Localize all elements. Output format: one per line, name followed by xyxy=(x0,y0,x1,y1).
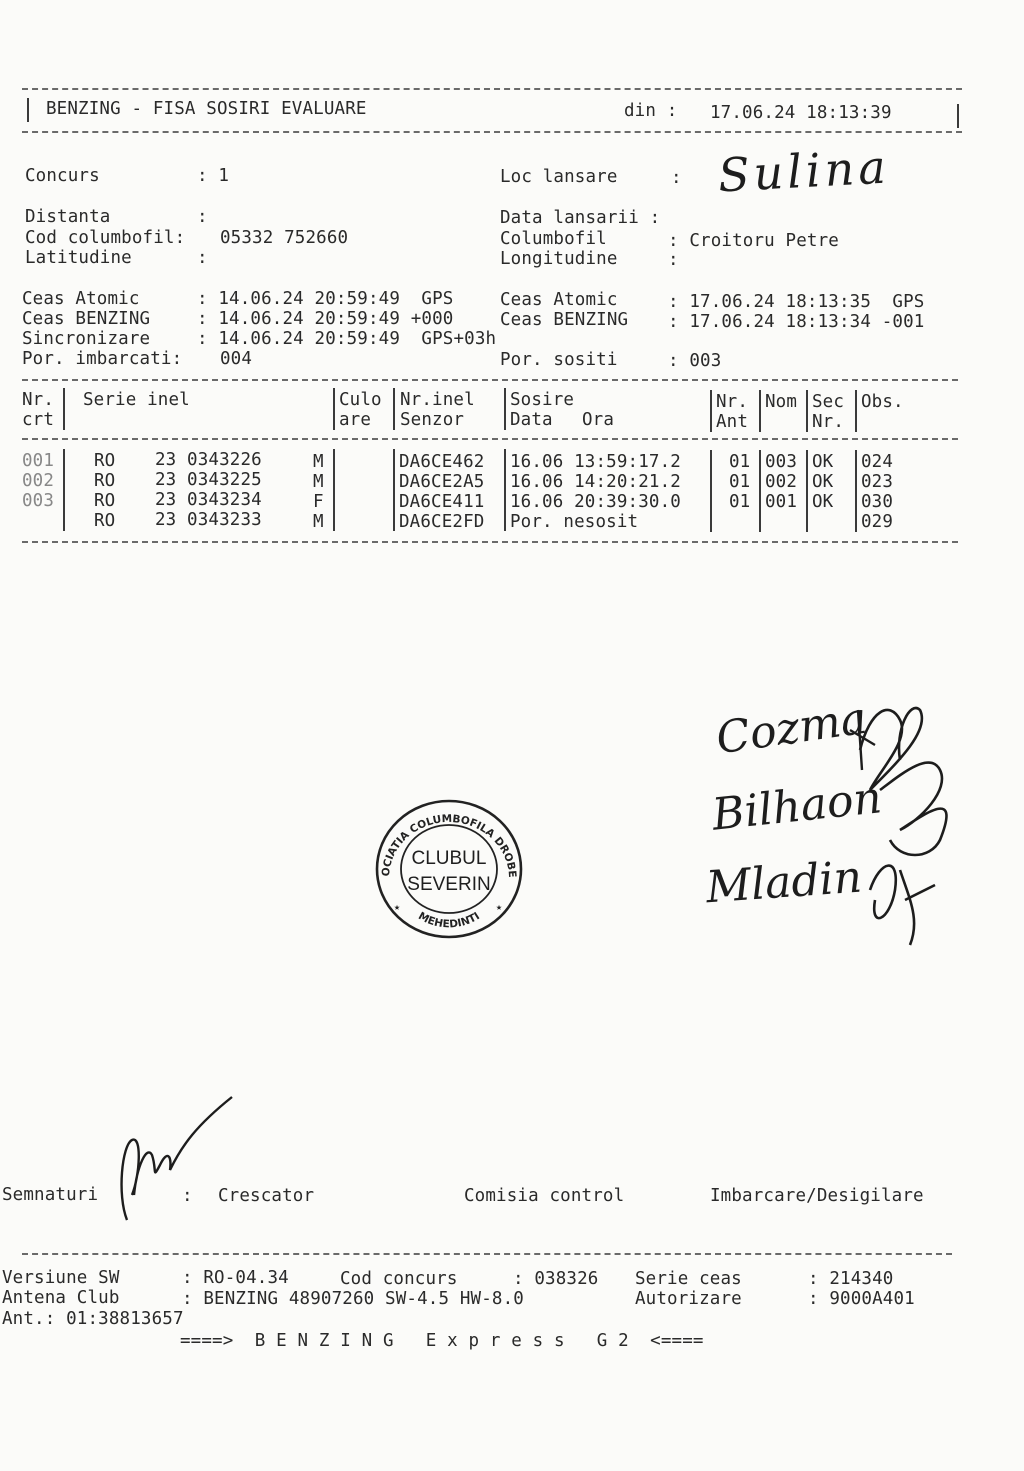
col-nr-ant-header-1: Nr. xyxy=(716,392,749,412)
row-obs: 030 xyxy=(861,492,894,512)
header-left-bar xyxy=(27,98,29,122)
row-ant: 01 xyxy=(729,452,751,472)
row-sex: M xyxy=(313,452,324,472)
row-ant: 01 xyxy=(729,492,751,512)
row-sec: OK xyxy=(812,452,834,472)
longitudine-value: : xyxy=(668,250,679,270)
row-country: RO xyxy=(94,511,116,531)
stamp-star-left: ★ xyxy=(394,902,401,913)
row-nr: 003 xyxy=(22,491,55,511)
stamp-ring-bottom-text: MEHEDINTI xyxy=(416,910,482,931)
stamp-star-right: ★ xyxy=(496,902,503,913)
data-lansarii-label: Data lansarii : xyxy=(500,208,661,228)
cod-columbofil-label: Cod columbofil: xyxy=(25,228,186,248)
row-arrival: Por. nesosit xyxy=(510,512,639,532)
semnatura-comisia: Comisia control xyxy=(464,1186,625,1206)
benzing-express-banner: ====> B E N Z I N G E x p r e s s G 2 <==== xyxy=(180,1331,704,1351)
col-data-header: Data xyxy=(510,410,553,430)
row-nom: 002 xyxy=(765,472,798,492)
clock-atomic-start-label: Ceas Atomic xyxy=(22,289,140,309)
row-nr: 002 xyxy=(22,471,55,491)
antena-value: : BENZING 48907260 SW-4.5 HW-8.0 xyxy=(182,1289,524,1309)
row-nr: 001 xyxy=(22,451,55,471)
body-sep-7 xyxy=(806,450,808,532)
row-ring: 23 0343233 xyxy=(155,510,262,530)
col-culoare-header-1: Culo xyxy=(339,390,382,410)
cod-concurs-label: Cod concurs xyxy=(340,1269,458,1289)
handwritten-name-cozma: Cozma xyxy=(713,692,871,765)
clock-benzing-start-label: Ceas BENZING xyxy=(22,309,151,329)
table-bottom-rule xyxy=(22,541,958,543)
clock-benzing-end-value: : 17.06.24 18:13:34 -001 xyxy=(668,312,925,332)
row-nom: 001 xyxy=(765,492,798,512)
imbarcati-label: Por. imbarcati: xyxy=(22,349,183,369)
row-arrival: 16.06 13:59:17.2 xyxy=(510,452,681,472)
row-ring: 23 0343225 xyxy=(155,470,262,490)
header-sep-8 xyxy=(855,390,857,432)
commission-initials-signatures xyxy=(840,690,980,950)
header-date: 17.06.24 18:13:39 xyxy=(710,103,892,123)
col-nr-crt-header-2: crt xyxy=(22,410,55,430)
col-nr-inel-header-1: Nr.inel xyxy=(400,390,475,410)
header-sep-3 xyxy=(393,388,395,430)
semnaturi-colon: : xyxy=(182,1186,193,1206)
columbofil-value: : Croitoru Petre xyxy=(668,231,839,251)
row-nom: 003 xyxy=(765,452,798,472)
sincronizare-label: Sincronizare xyxy=(22,329,151,349)
body-sep-2 xyxy=(333,449,335,531)
row-sensor: DA6CE2FD xyxy=(399,512,485,532)
latitudine-value: : xyxy=(197,248,208,268)
row-country: RO xyxy=(94,451,116,471)
sositi-value: : 003 xyxy=(668,351,722,371)
stamp-ring-top-text: ASOCIATIA COLUMBOFILA DROBETA xyxy=(369,789,519,879)
semnaturi-label: Semnaturi xyxy=(2,1185,99,1205)
row-sensor: DA6CE462 xyxy=(399,452,485,472)
cod-columbofil-value: 05332 752660 xyxy=(220,228,349,248)
row-sec: OK xyxy=(812,492,834,512)
row-sex: M xyxy=(313,512,324,532)
row-obs: 023 xyxy=(861,472,894,492)
clock-benzing-end-label: Ceas BENZING xyxy=(500,310,629,330)
row-sex: M xyxy=(313,472,324,492)
row-sensor: DA6CE411 xyxy=(399,492,485,512)
clock-atomic-end-value: : 17.06.24 18:13:35 GPS xyxy=(668,292,925,312)
body-sep-8 xyxy=(855,450,857,532)
club-stamp xyxy=(369,789,524,940)
latitudine-label: Latitudine xyxy=(25,248,132,268)
header-sep-2 xyxy=(333,388,335,430)
footer-rule xyxy=(22,1253,952,1255)
clock-atomic-start-value: : 14.06.24 20:59:49 GPS xyxy=(197,289,454,309)
body-sep-3 xyxy=(393,449,395,531)
col-nr-inel-header-2: Senzor xyxy=(400,410,465,430)
row-arrival: 16.06 14:20:21.2 xyxy=(510,472,681,492)
col-serie-inel-header: Serie inel xyxy=(83,390,190,410)
header-sep-6 xyxy=(759,390,761,432)
loc-lansare-label: Loc lansare xyxy=(500,167,618,187)
body-sep-5 xyxy=(710,450,712,532)
row-obs: 029 xyxy=(861,512,894,532)
body-sep-1 xyxy=(63,449,65,531)
sincronizare-value: : 14.06.24 20:59:49 GPS+03h xyxy=(197,329,497,349)
loc-lansare-colon: : xyxy=(671,168,682,188)
document-title: BENZING - FISA SOSIRI EVALUARE xyxy=(46,99,367,119)
columbofil-label: Columbofil xyxy=(500,229,607,249)
distanta-value: : xyxy=(197,207,208,227)
row-obs: 024 xyxy=(861,452,894,472)
header-sep-4 xyxy=(504,388,506,430)
sositi-label: Por. sositi xyxy=(500,350,618,370)
col-obs-header: Obs. xyxy=(861,392,904,412)
stamp-line-1: CLUBUL xyxy=(411,848,487,869)
antena-id-line: Ant.: 01:38813657 xyxy=(2,1309,184,1329)
serie-ceas-label: Serie ceas xyxy=(635,1269,742,1289)
col-nr-ant-header-2: Ant xyxy=(716,412,749,432)
header-top-rule xyxy=(22,88,962,90)
clock-benzing-start-value: : 14.06.24 20:59:49 +000 xyxy=(197,309,454,329)
col-ora-header: Ora xyxy=(582,410,615,430)
row-ring: 23 0343226 xyxy=(155,450,262,470)
versiune-label: Versiune SW xyxy=(2,1268,120,1288)
handwritten-name-mladin: Mladin xyxy=(704,851,864,914)
row-country: RO xyxy=(94,491,116,511)
row-ring: 23 0343234 xyxy=(155,490,262,510)
semnatura-imbarcare: Imbarcare/Desigilare xyxy=(710,1186,924,1206)
header-sep-7 xyxy=(806,390,808,432)
header-sep-5 xyxy=(710,390,712,432)
stamp-line-2: SEVERIN xyxy=(407,874,491,895)
header-right-bar xyxy=(957,104,959,128)
row-sensor: DA6CE2A5 xyxy=(399,472,485,492)
body-sep-6 xyxy=(759,450,761,532)
header-sep-1 xyxy=(63,388,65,430)
cod-concurs-value: : 038326 xyxy=(513,1269,599,1289)
row-country: RO xyxy=(94,471,116,491)
col-sec-header-1: Sec xyxy=(812,392,845,412)
col-sec-header-2: Nr. xyxy=(812,412,845,432)
distanta-label: Distanta xyxy=(25,207,111,227)
handwritten-name-bilhaon: Bilhaon xyxy=(709,772,885,841)
row-sex: F xyxy=(313,492,324,512)
concurs-label: Concurs xyxy=(25,166,100,186)
autorizare-value: : 9000A401 xyxy=(808,1289,915,1309)
row-ant: 01 xyxy=(729,472,751,492)
col-nr-crt-header-1: Nr. xyxy=(22,390,55,410)
body-sep-4 xyxy=(504,449,506,531)
semnatura-crescator: Crescator xyxy=(218,1186,315,1206)
col-nom-header: Nom xyxy=(765,392,798,412)
antena-label: Antena Club xyxy=(2,1288,120,1308)
table-top-rule xyxy=(22,379,958,381)
autorizare-label: Autorizare xyxy=(635,1289,742,1309)
longitudine-label: Longitudine xyxy=(500,249,618,269)
col-culoare-header-2: are xyxy=(339,410,372,430)
header-din-label: din : xyxy=(624,101,678,121)
serie-ceas-value: : 214340 xyxy=(808,1269,894,1289)
concurs-value: : 1 xyxy=(197,166,230,186)
header-bottom-rule xyxy=(22,131,962,133)
table-header-rule xyxy=(22,438,958,440)
versiune-value: : RO-04.34 xyxy=(182,1268,289,1288)
row-sec: OK xyxy=(812,472,834,492)
clock-atomic-end-label: Ceas Atomic xyxy=(500,290,618,310)
imbarcati-value: 004 xyxy=(220,349,253,369)
loc-lansare-handwritten: Sulina xyxy=(716,139,891,203)
col-sosire-header: Sosire xyxy=(510,390,575,410)
row-arrival: 16.06 20:39:30.0 xyxy=(510,492,681,512)
